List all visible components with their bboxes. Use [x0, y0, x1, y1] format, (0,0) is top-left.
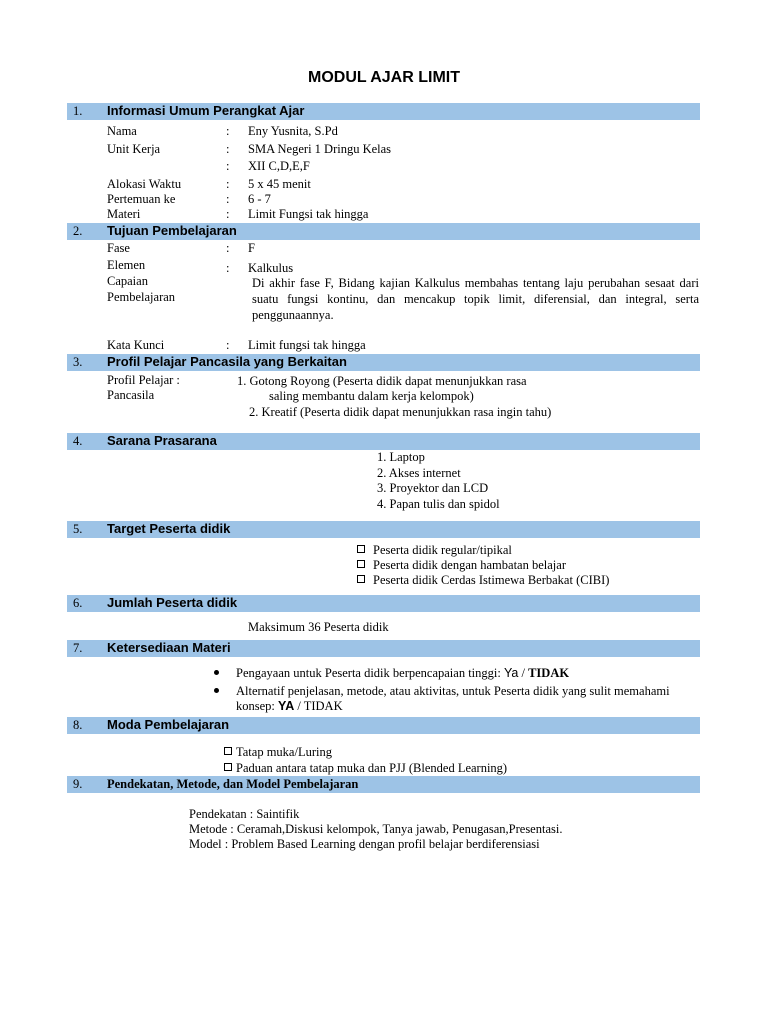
target-item: Peserta didik Cerdas Istimewa Berbakat (CIBI) [357, 573, 609, 588]
section-heading: Tujuan Pembelajaran [107, 223, 237, 238]
section-5-header [67, 521, 700, 538]
section-6-header [67, 595, 700, 612]
value-pertemuan: 6 - 7 [248, 192, 271, 206]
value-nama: Eny Yusnita, S.Pd [248, 124, 338, 138]
label-capaian: Capaian [107, 274, 148, 288]
label-fase: Fase [107, 241, 130, 255]
materi-pengayaan: Pengayaan untuk Peserta didik berpencapaian tinggi: Ya / TIDAK [236, 666, 570, 680]
label-alokasi-waktu: Alokasi Waktu [107, 177, 182, 191]
colon: : [226, 192, 230, 206]
section-heading: Target Peserta didik [107, 521, 231, 536]
label-unit-kerja: Unit Kerja [107, 142, 161, 156]
colon: : [226, 124, 230, 138]
document-title: MODUL AJAR LIMIT [308, 69, 460, 86]
label-materi: Materi [107, 207, 141, 221]
sarana-item: 2. Akses internet [377, 466, 461, 480]
value-kelas: XII C,D,E,F [248, 159, 310, 173]
metode-line: Metode : Ceramah,Diskusi kelompok, Tanya jawab, Penugasan,Presentasi. [189, 822, 563, 836]
capaian-pembelajaran-text: Di akhir fase F, Bidang kajian Kalkulus membahas tentang laju perubahan sesaat dari suatu fungsi kontinu, dan mencakup topik limit, diferensial, dan integral, serta penggunaannya. [252, 276, 699, 322]
section-heading: Profil Pelajar Pancasila yang Berkaitan [107, 354, 347, 369]
pendekatan-line: Pendekatan : Saintifik [189, 807, 300, 821]
sarana-item: 4. Papan tulis dan spidol [377, 497, 500, 511]
value-fase: F [248, 241, 255, 255]
value-unit-kerja: SMA Negeri 1 Dringu Kelas [248, 142, 392, 156]
moda-item: Paduan antara tatap muka dan PJJ (Blended Learning) [224, 761, 507, 776]
materi-alternatif-konsep: konsep: YA / TIDAK [236, 699, 343, 713]
checkbox-square-icon [357, 545, 365, 553]
value-alokasi-waktu: 5 x 45 menit [248, 177, 311, 191]
sarana-item: 3. Proyektor dan LCD [377, 481, 489, 495]
section-heading: Jumlah Peserta didik [107, 595, 238, 610]
checkbox-square-icon [224, 763, 232, 771]
colon: : [226, 338, 230, 352]
section-heading: Ketersediaan Materi [107, 640, 231, 655]
colon: : [226, 159, 230, 173]
label-pembelajaran: Pembelajaran [107, 290, 176, 304]
section-1-header [67, 103, 700, 120]
checkbox-square-icon [357, 575, 365, 583]
section-heading: Pendekatan, Metode, dan Model Pembelajaran [107, 777, 359, 791]
section-number: 8. [73, 718, 83, 732]
section-heading: Informasi Umum Perangkat Ajar [107, 103, 305, 118]
target-item: Peserta didik regular/tipikal [357, 543, 512, 558]
colon: : [226, 261, 230, 275]
label-kata-kunci: Kata Kunci [107, 338, 165, 352]
jumlah-peserta-value: Maksimum 36 Peserta didik [248, 620, 389, 634]
section-number: 7. [73, 641, 83, 655]
label-pancasila: Pancasila [107, 388, 155, 402]
section-number: 5. [73, 522, 83, 536]
section-number: 1. [73, 104, 83, 118]
profil-item-2: 2. Kreatif (Peserta didik dapat menunjukkan rasa ingin tahu) [249, 405, 552, 419]
section-number: 4. [73, 434, 83, 448]
profil-item-1: 1. Gotong Royong (Peserta didik dapat menunjukkan rasa [237, 374, 527, 388]
colon: : [226, 142, 230, 156]
moda-item: Tatap muka/Luring [224, 745, 332, 760]
label-pertemuan: Pertemuan ke [107, 192, 176, 206]
section-7-header [67, 640, 700, 657]
value-kata-kunci: Limit fungsi tak hingga [248, 338, 366, 352]
section-heading: Moda Pembelajaran [107, 717, 230, 732]
materi-alternatif: Alternatif penjelasan, metode, atau aktivitas, untuk Peserta didik yang sulit memahami [236, 684, 670, 698]
colon: : [226, 241, 230, 255]
checkbox-square-icon [224, 747, 232, 755]
bullet-icon [214, 684, 219, 699]
section-heading: Sarana Prasarana [107, 433, 217, 448]
section-number: 9. [73, 777, 83, 791]
section-4-header [67, 433, 700, 450]
value-materi: Limit Fungsi tak hingga [248, 207, 369, 221]
label-profil-pelajar: Profil Pelajar : [107, 373, 180, 387]
section-8-header [67, 717, 700, 734]
section-number: 6. [73, 596, 83, 610]
sarana-item: 1. Laptop [377, 450, 425, 464]
section-2-header [67, 223, 700, 240]
section-3-header [67, 354, 700, 371]
target-item: Peserta didik dengan hambatan belajar [357, 558, 566, 573]
label-elemen: Elemen [107, 258, 146, 272]
colon: : [226, 207, 230, 221]
checkbox-square-icon [357, 560, 365, 568]
bullet-icon [214, 666, 219, 681]
section-9-header [67, 776, 700, 793]
model-line: Model : Problem Based Learning dengan profil belajar berdiferensiasi [189, 837, 540, 851]
section-number: 2. [73, 224, 83, 238]
colon: : [226, 177, 230, 191]
section-number: 3. [73, 355, 83, 369]
label-nama: Nama [107, 124, 137, 138]
value-elemen: Kalkulus [248, 261, 294, 275]
profil-item-1-cont: saling membantu dalam kerja kelompok) [269, 389, 474, 403]
